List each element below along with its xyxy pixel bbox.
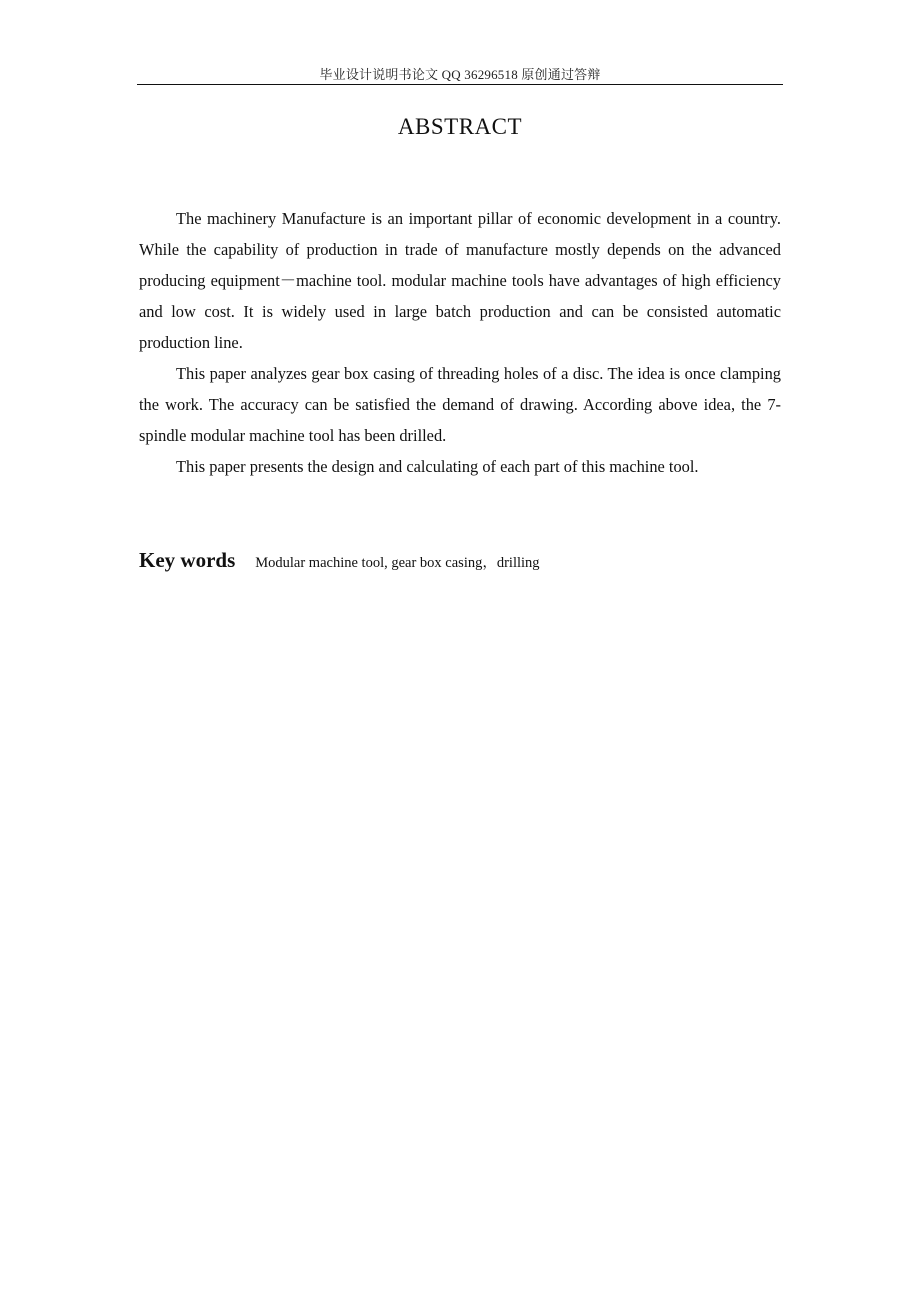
running-header: 毕业设计说明书论文 QQ 36296518 原创通过答辩	[319, 67, 601, 82]
keywords-line	[139, 548, 781, 573]
abstract-paragraph-2: This paper analyzes gear box casing of threading holes of a disc. The idea is once clamping the work. The accuracy can be satisfied the demand of drawing. According above idea, the 7-spindle modular machine tool has been drilled.	[139, 364, 781, 445]
keywords-label: Key words	[139, 548, 236, 572]
abstract-paragraph-1: The machinery Manufacture is an important pillar of economic development in a country. While the capability of production in trade of manufacture mostly depends on the advanced producing equipment－machine tool. modular machine tools have advantages of high efficiency and low cost. It is widely used in large batch production and can be consisted automatic production line.	[139, 209, 781, 352]
keywords-text: Modular machine tool, gear box casing，drilling	[255, 555, 540, 571]
abstract-paragraph-3: This paper presents the design and calculating of each part of this machine tool.	[176, 457, 699, 476]
abstract-title: ABSTRACT	[397, 114, 523, 139]
abstract-body	[139, 203, 781, 482]
header-rule	[137, 84, 783, 85]
